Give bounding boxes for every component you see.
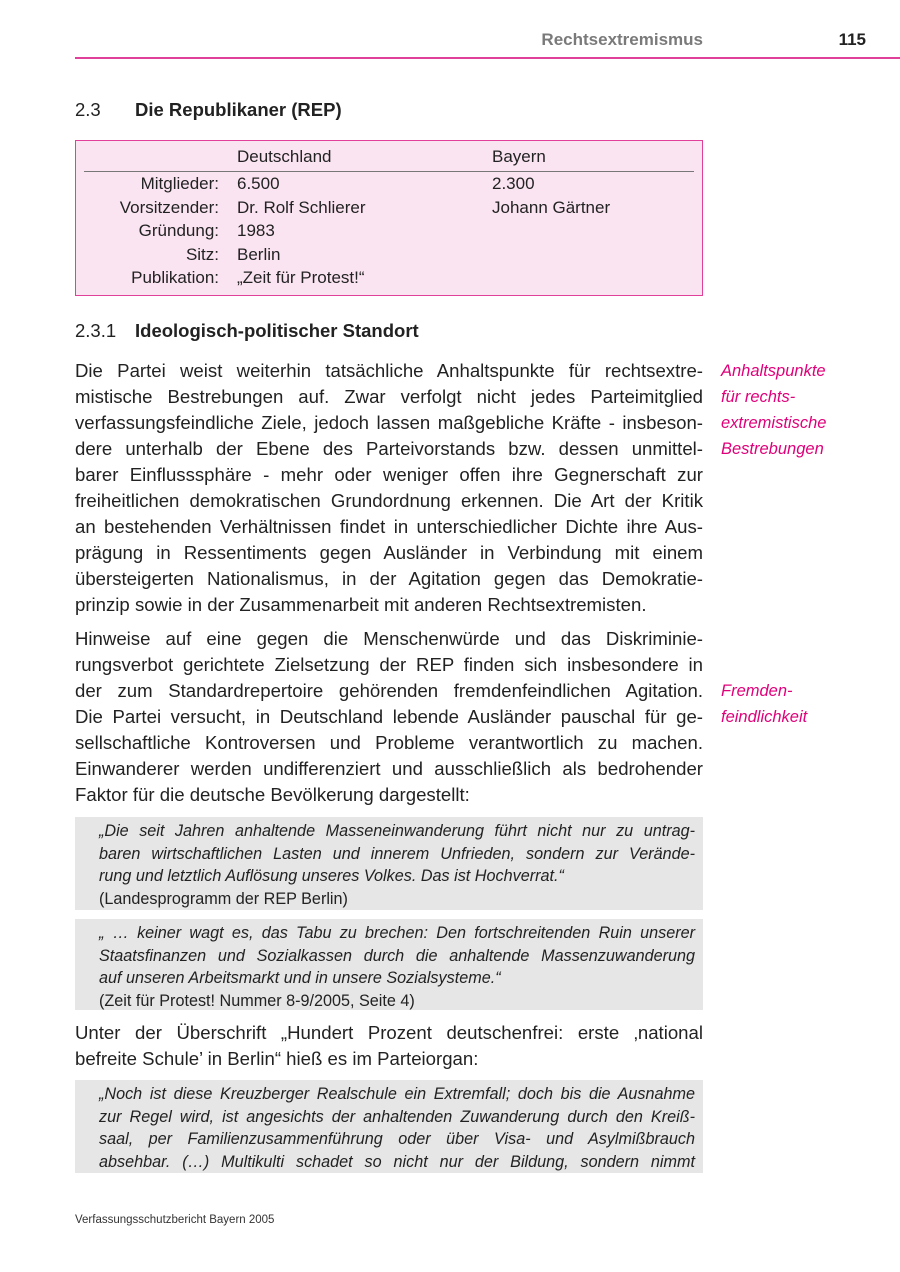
quote-line: baren wirtschaftlichen Lasten und innerem Unfrieden, sondern zur Verände- [99,844,695,863]
quote-box-2 [75,919,703,1010]
note-line: extremistische [721,414,827,432]
table-row [76,266,702,290]
page-footer: Verfassungsschutzbericht Bayern 2005 [75,1214,275,1226]
running-header-title: Rechtsextremismus [541,30,703,49]
row-label: Sitz: [185,245,219,264]
text-line: Die Partei weist weiterhin tatsächliche Anhaltspunkte für rechtsextre- [75,360,703,381]
text-line: dere unterhalb der Ebene des Parteivorstands bzw. dessen unmittel- [75,438,703,459]
quote-line: saal, per Familienzusammenführung oder über Visa- und Asylmißbrauch [99,1130,695,1148]
paragraph-2 [75,626,703,808]
quote-line: „ … keiner wagt es, das Tabu zu brechen: Den fortschreitenden Ruin unserer [99,924,695,942]
table-row [76,196,702,220]
note-line: Bestrebungen [721,440,824,458]
table-header-row [76,145,702,169]
subsection-heading [75,320,419,342]
column-header-bayern: Bayern [492,147,546,166]
text-line: verfassungsfeindliche Ziele, jedoch lassen maßgebliche Kräfte - insbeson- [75,412,703,433]
table-row [76,219,702,243]
text-line: übersteigerten Nationalismus, in der Agitation gegen das Demokratie- [75,568,703,589]
quote-source: (Landesprogramm der REP Berlin) [99,889,348,908]
subsection-title: Ideologisch-politischer Standort [135,320,419,341]
section-heading [75,99,342,121]
quote-line: Staatsfinanzen und Sozialkassen durch die anhaltende Massenzuwanderung [99,946,695,965]
table-row [76,243,702,267]
subsection-number: 2.3.1 [75,320,117,341]
table-row [76,172,702,196]
quote-line: rung und letztlich Auflösung unseres Volkes. Das ist Hochverrat.“ [99,867,564,885]
party-info-table [75,140,703,296]
section-number: 2.3 [75,99,101,120]
quote-line: absehbar. (…) Multikulti schadet so nicht nur der Bildung, sondern nimmt [99,1152,695,1171]
text-line: prägung in Ressentiments gegen Ausländer in Verbindung mit einem [75,542,703,563]
cell-deutschland: „Zeit für Protest!“ [237,268,365,287]
cell-deutschland: Berlin [237,245,281,264]
text-line: Hinweise auf eine gegen die Menschenwürde und das Diskriminie- [75,628,703,649]
text-line: der zum Standardrepertoire gehörenden fremdenfeindlichen Agitation. [75,680,703,701]
text-line: mistische Bestrebungen auf. Zwar verfolgt nicht jedes Parteimitglied [75,386,703,407]
note-line: feindlichkeit [721,708,808,726]
paragraph-3 [75,1020,703,1072]
text-line: Einwanderer werden undifferenziert und ausschließlich als bedrohender [75,758,703,779]
margin-note-fremdenfeindlichkeit [721,678,891,730]
margin-note-anhaltspunkte [721,358,891,462]
cell-bayern: Johann Gärtner [492,198,611,217]
text-line: freiheitlichen demokratischen Grundordnung erkennen. Die Art der Kritik [75,490,703,511]
quote-line: auf unseren Arbeitsmarkt und in unsere Sozialsysteme.“ [99,969,501,987]
paragraph-1 [75,358,703,618]
column-header-deutschland: Deutschland [237,147,332,166]
cell-deutschland: 1983 [237,221,275,240]
text-line: befreite Schule’ in Berlin“ hieß es im Parteiorgan: [75,1048,479,1069]
text-line: Die Partei versucht, in Deutschland lebende Ausländer pauschal für ge- [75,706,703,727]
note-line: für rechts- [721,388,796,406]
row-label: Publikation: [131,268,219,287]
text-line: barer Einflusssphäre - mehr oder weniger offen ihre Gegnerschaft zur [75,464,703,485]
text-line: rungsverbot gerichtete Zielsetzung der REP finden sich insbesondere in [75,654,703,675]
page-number: 115 [838,30,866,49]
cell-deutschland: 6.500 [237,174,280,193]
quote-box-3 [75,1080,703,1173]
row-label: Vorsitzender: [119,198,219,217]
cell-bayern: 2.300 [492,174,535,193]
row-label: Gründung: [138,221,219,240]
cell-deutschland: Dr. Rolf Schlierer [237,198,366,217]
text-line: an bestehenden Verhältnissen findet in unterschiedlicher Dichte ihre Aus- [75,516,703,537]
quote-line: „Die seit Jahren anhaltende Masseneinwanderung führt nicht nur zu untrag- [99,822,695,840]
text-line: prinzip sowie in der Zusammenarbeit mit anderen Rechtsextremisten. [75,594,647,615]
quote-source: (Zeit für Protest! Nummer 8-9/2005, Seite 4) [99,991,415,1010]
text-line: Faktor für die deutsche Bevölkerung dargestellt: [75,784,470,805]
quote-line: „Noch ist diese Kreuzberger Realschule ein Extremfall; doch bis die Ausnahme [99,1085,695,1103]
note-line: Fremden- [721,682,793,700]
quote-box-1 [75,817,703,910]
text-line: Unter der Überschrift „Hundert Prozent deutschenfrei: erste ‚national [75,1022,703,1043]
quote-line: zur Regel wird, ist angesichts der anhaltenden Zuwanderung durch den Kreiß- [99,1107,695,1126]
section-title: Die Republikaner (REP) [135,99,342,120]
header-rule [75,57,900,59]
note-line: Anhaltspunkte [721,362,826,380]
row-label: Mitglieder: [140,174,219,193]
text-line: sellschaftliche Kontroversen und Probleme verantwortlich zu machen. [75,732,703,753]
